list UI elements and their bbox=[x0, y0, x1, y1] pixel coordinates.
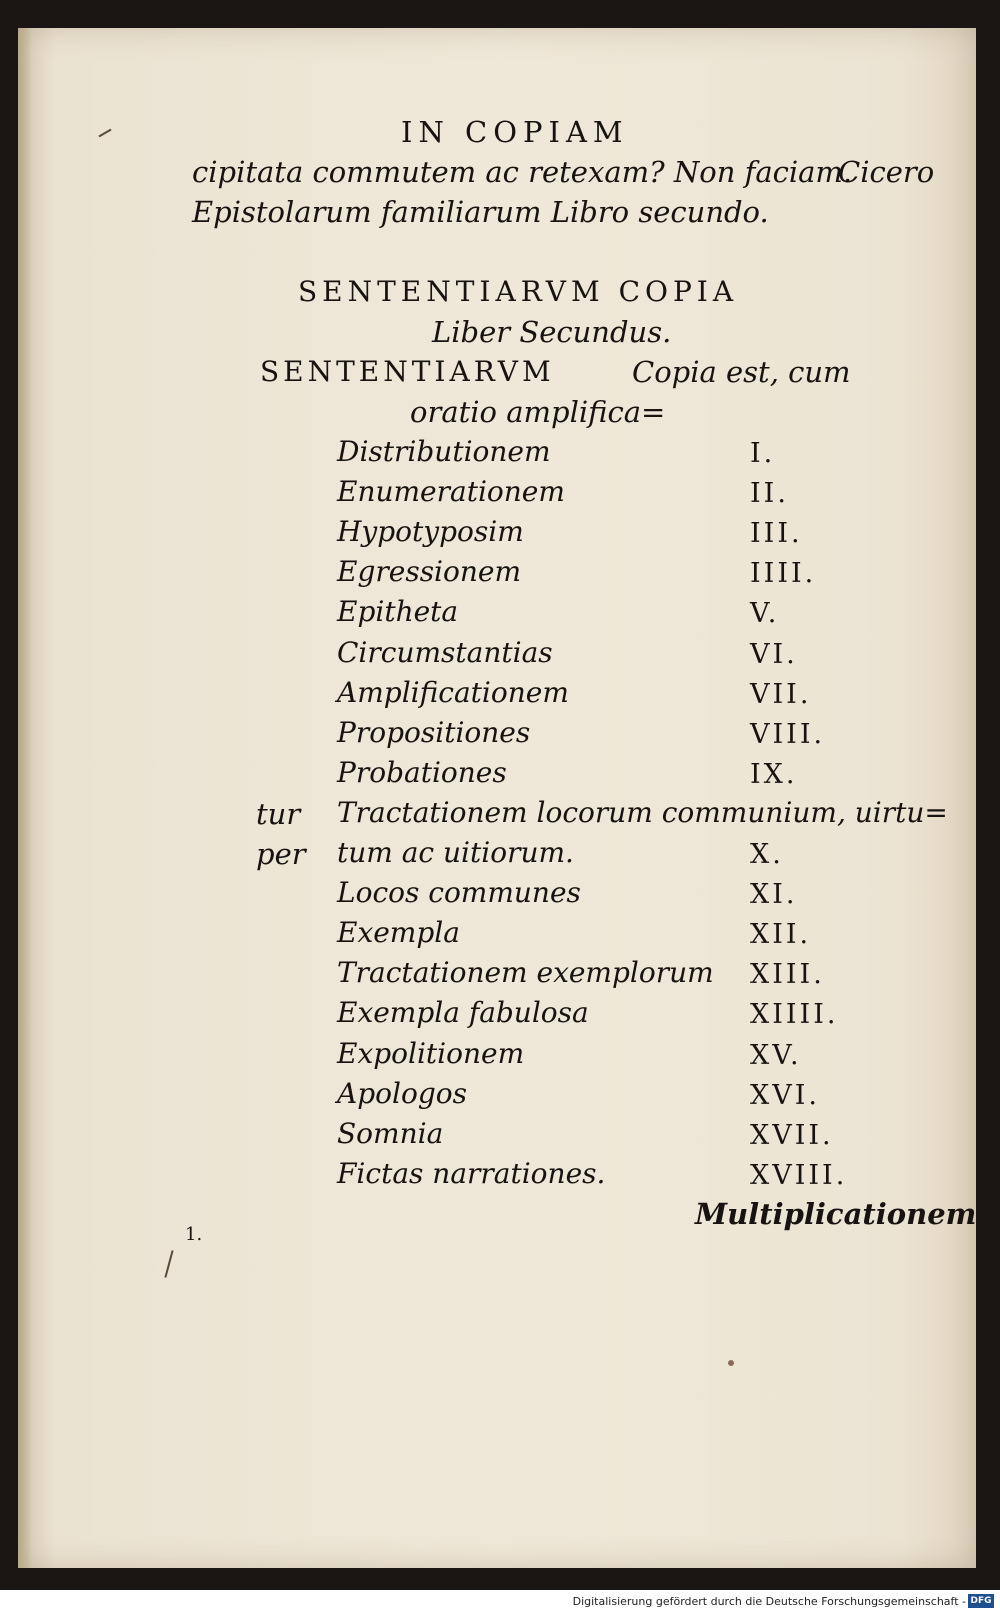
previous-text-line-1: cipitata commutem ac retexam? Non faciam. bbox=[192, 155, 853, 189]
dfg-logo: DFG bbox=[968, 1594, 994, 1608]
item-roman-numeral: XIIII. bbox=[750, 999, 839, 1030]
item-roman-numeral: XIII. bbox=[750, 959, 825, 990]
item-roman-numeral: XVII. bbox=[750, 1120, 834, 1151]
previous-text-line-2: Epistolarum familiarum Libro secundo. bbox=[192, 195, 769, 229]
item-label: Circumstantias bbox=[337, 636, 553, 669]
side-word-tur: tur bbox=[256, 797, 301, 831]
item-roman-numeral: X. bbox=[750, 839, 784, 870]
item-roman-numeral: I. bbox=[750, 438, 776, 469]
item-label: Hypotyposim bbox=[337, 515, 524, 548]
item-label: Propositiones bbox=[337, 716, 531, 749]
item-roman-numeral: VIII. bbox=[750, 719, 826, 750]
item-label: Epitheta bbox=[337, 595, 459, 628]
item-roman-numeral: XII. bbox=[750, 919, 812, 950]
item-roman-numeral: XI. bbox=[750, 879, 798, 910]
item-label: Exempla fabulosa bbox=[337, 996, 589, 1029]
item-roman-numeral: IX. bbox=[750, 759, 798, 790]
item-roman-numeral: II. bbox=[750, 478, 789, 509]
item-label: Distributionem bbox=[337, 435, 551, 468]
item-roman-numeral: V. bbox=[750, 598, 780, 629]
running-head: IN COPIAM bbox=[401, 115, 629, 149]
previous-text-line-1-right: Cicero bbox=[838, 155, 935, 189]
side-word-per: per bbox=[256, 837, 306, 871]
signature-mark: 1. bbox=[185, 1224, 203, 1245]
item-label: Tractationem locorum communium, uirtu= bbox=[337, 796, 948, 829]
item-label: Amplificationem bbox=[337, 676, 569, 709]
intro-continuation: oratio amplifica= bbox=[410, 395, 666, 429]
item-roman-numeral: XVI. bbox=[750, 1080, 820, 1111]
item-roman-numeral: IIII. bbox=[750, 558, 817, 589]
item-label: Tractationem exemplorum bbox=[337, 956, 714, 989]
item-label: Apologos bbox=[337, 1077, 467, 1110]
item-label: Fictas narrationes. bbox=[337, 1157, 606, 1190]
section-title: SENTENTIARVM COPIA bbox=[298, 275, 739, 308]
item-label: Locos communes bbox=[337, 876, 581, 909]
page-gutter-shadow bbox=[18, 28, 32, 1568]
item-label: Egressionem bbox=[337, 555, 522, 588]
item-label: Somnia bbox=[337, 1117, 444, 1150]
section-subtitle: Liber Secundus. bbox=[432, 315, 672, 349]
ink-spot bbox=[728, 1360, 734, 1366]
item-label: tum ac uitiorum. bbox=[337, 836, 574, 869]
item-label: Expolitionem bbox=[337, 1037, 525, 1070]
item-roman-numeral: XVIII. bbox=[750, 1160, 848, 1191]
intro-text: Copia est, cum bbox=[632, 355, 851, 389]
item-label: Exempla bbox=[337, 916, 460, 949]
item-label: Enumerationem bbox=[337, 475, 565, 508]
footer-credit: Digitalisierung gefördert durch die Deutsche Forschungsgemeinschaft - bbox=[572, 1595, 966, 1608]
item-roman-numeral: III. bbox=[750, 518, 803, 549]
item-roman-numeral: VII. bbox=[750, 679, 812, 710]
item-roman-numeral: XV. bbox=[750, 1040, 802, 1071]
intro-caps: SENTENTIARVM bbox=[260, 355, 555, 388]
item-roman-numeral: VI. bbox=[750, 639, 798, 670]
catchword: Multiplicationem bbox=[695, 1197, 977, 1231]
item-label: Probationes bbox=[337, 756, 507, 789]
